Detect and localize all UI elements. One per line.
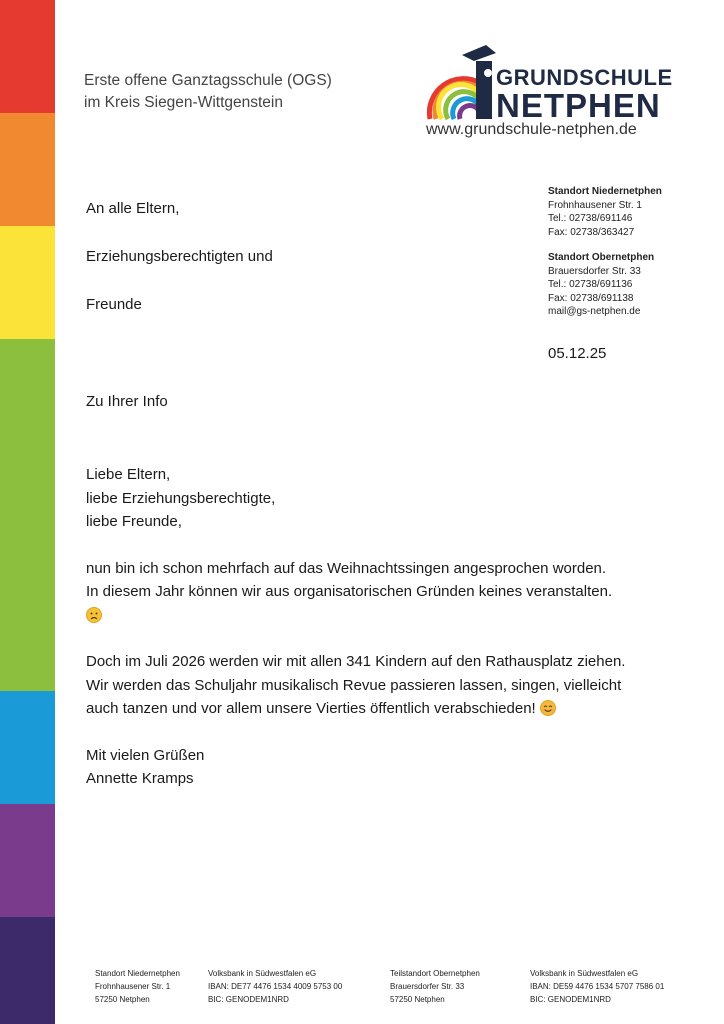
letter-body xyxy=(86,463,646,791)
stripe-blue xyxy=(0,691,55,804)
logo-word-grundschule: GRUNDSCHULE xyxy=(496,65,673,90)
paragraph-1-emoji-line xyxy=(86,604,646,628)
recipient-line-1: An alle Eltern, xyxy=(86,200,180,217)
footer-col-1-line-2: Frohnhausener Str. 1 xyxy=(95,982,171,991)
frowning-face-icon xyxy=(86,607,102,623)
footer-col-3 xyxy=(390,967,480,1006)
location-1-street: Frohnhausener Str. 1 xyxy=(548,199,642,211)
stripe-green xyxy=(0,339,55,691)
greeting-line-3: liebe Freunde, xyxy=(86,513,182,530)
closing-signature: Annette Kramps xyxy=(86,770,194,787)
school-line-1: Erste offene Ganztagsschule (OGS) xyxy=(84,72,332,89)
paragraph-2-line-1: Doch im Juli 2026 werden wir mit allen 341 Kindern auf den Rathausplatz ziehen. xyxy=(86,653,626,670)
paragraph-1-line-1: nun bin ich schon mehrfach auf das Weihnachtssingen angesprochen worden. xyxy=(86,559,607,577)
recipient-line-3: Freunde xyxy=(86,296,142,313)
greeting-line-1: Liebe Eltern, xyxy=(86,466,171,483)
footer-col-2 xyxy=(208,967,342,1006)
location-1-fax: Fax: 02738/363427 xyxy=(548,226,635,238)
stripe-indigo xyxy=(0,917,55,1024)
location-1-tel: Tel.: 02738/691146 xyxy=(548,213,633,224)
location-2-name: Standort Obernetphen xyxy=(548,252,655,263)
rainbow-stripe xyxy=(0,0,55,1024)
footer-col-2-line-2: IBAN: DE77 4476 1534 4009 5753 00 xyxy=(208,982,343,991)
school-description xyxy=(84,70,332,114)
recipient-line-2: Erziehungsberechtigten und xyxy=(86,248,273,265)
footer-col-3-line-3: 57250 Netphen xyxy=(390,995,445,1004)
recipient-block xyxy=(86,200,273,344)
location-1-name: Standort Niedernetphen xyxy=(548,186,662,197)
footer-col-4-line-3: BIC: GENODEM1NRD xyxy=(530,995,611,1004)
stripe-purple xyxy=(0,804,55,917)
location-2-fax: Fax: 02738/691138 xyxy=(548,292,634,304)
school-logo-icon xyxy=(426,43,498,121)
footer-col-3-line-2: Brauersdorfer Str. 33 xyxy=(390,982,465,991)
contact-sidebar xyxy=(548,185,662,319)
school-logo xyxy=(426,43,686,143)
contact-email: mail@gs-netphen.de xyxy=(548,306,641,317)
logo-word-netphen: NETPHEN xyxy=(496,87,661,124)
location-2-street: Brauersdorfer Str. 33 xyxy=(548,265,641,277)
paragraph-2-line-2: Wir werden das Schuljahr musikalisch Revue passieren lassen, singen, vielleicht xyxy=(86,676,622,694)
location-2-tel: Tel.: 02738/691136 xyxy=(548,279,633,290)
greeting-line-2: liebe Erziehungsberechtigte, xyxy=(86,489,276,507)
stripe-red xyxy=(0,0,55,113)
closing-line-1: Mit vielen Grüßen xyxy=(86,746,205,764)
school-website: www.grundschule-netphen.de xyxy=(426,121,637,138)
footer-col-2-line-3: BIC: GENODEM1NRD xyxy=(208,995,289,1004)
stripe-yellow xyxy=(0,226,55,339)
paragraph-2-line-3-wrap xyxy=(86,697,646,721)
footer-col-3-line-1: Teilstandort Obernetphen xyxy=(390,969,480,978)
letter-date: 05.12.25 xyxy=(548,345,607,362)
footer-col-2-line-1: Volksbank in Südwestfalen eG xyxy=(208,969,317,978)
footer-col-1-line-1: Standort Niedernetphen xyxy=(95,969,180,978)
letter-subject: Zu Ihrer Info xyxy=(86,393,168,410)
footer-col-1-line-3: 57250 Netphen xyxy=(95,995,150,1004)
paragraph-2-line-3: auch tanzen und vor allem unsere Vierties öffentlich verabschieden! xyxy=(86,700,536,717)
school-line-2: im Kreis Siegen-Wittgenstein xyxy=(84,94,283,111)
footer-col-4-line-1: Volksbank in Südwestfalen eG xyxy=(530,969,639,978)
smiling-face-icon xyxy=(540,700,556,716)
footer-col-4 xyxy=(530,967,664,1006)
paragraph-1-line-2: In diesem Jahr können wir aus organisatorischen Gründen keines veranstalten. xyxy=(86,583,613,600)
footer-col-1 xyxy=(95,967,180,1006)
footer-col-4-line-2: IBAN: DE59 4476 1534 5707 7586 01 xyxy=(530,982,665,991)
stripe-orange xyxy=(0,113,55,226)
